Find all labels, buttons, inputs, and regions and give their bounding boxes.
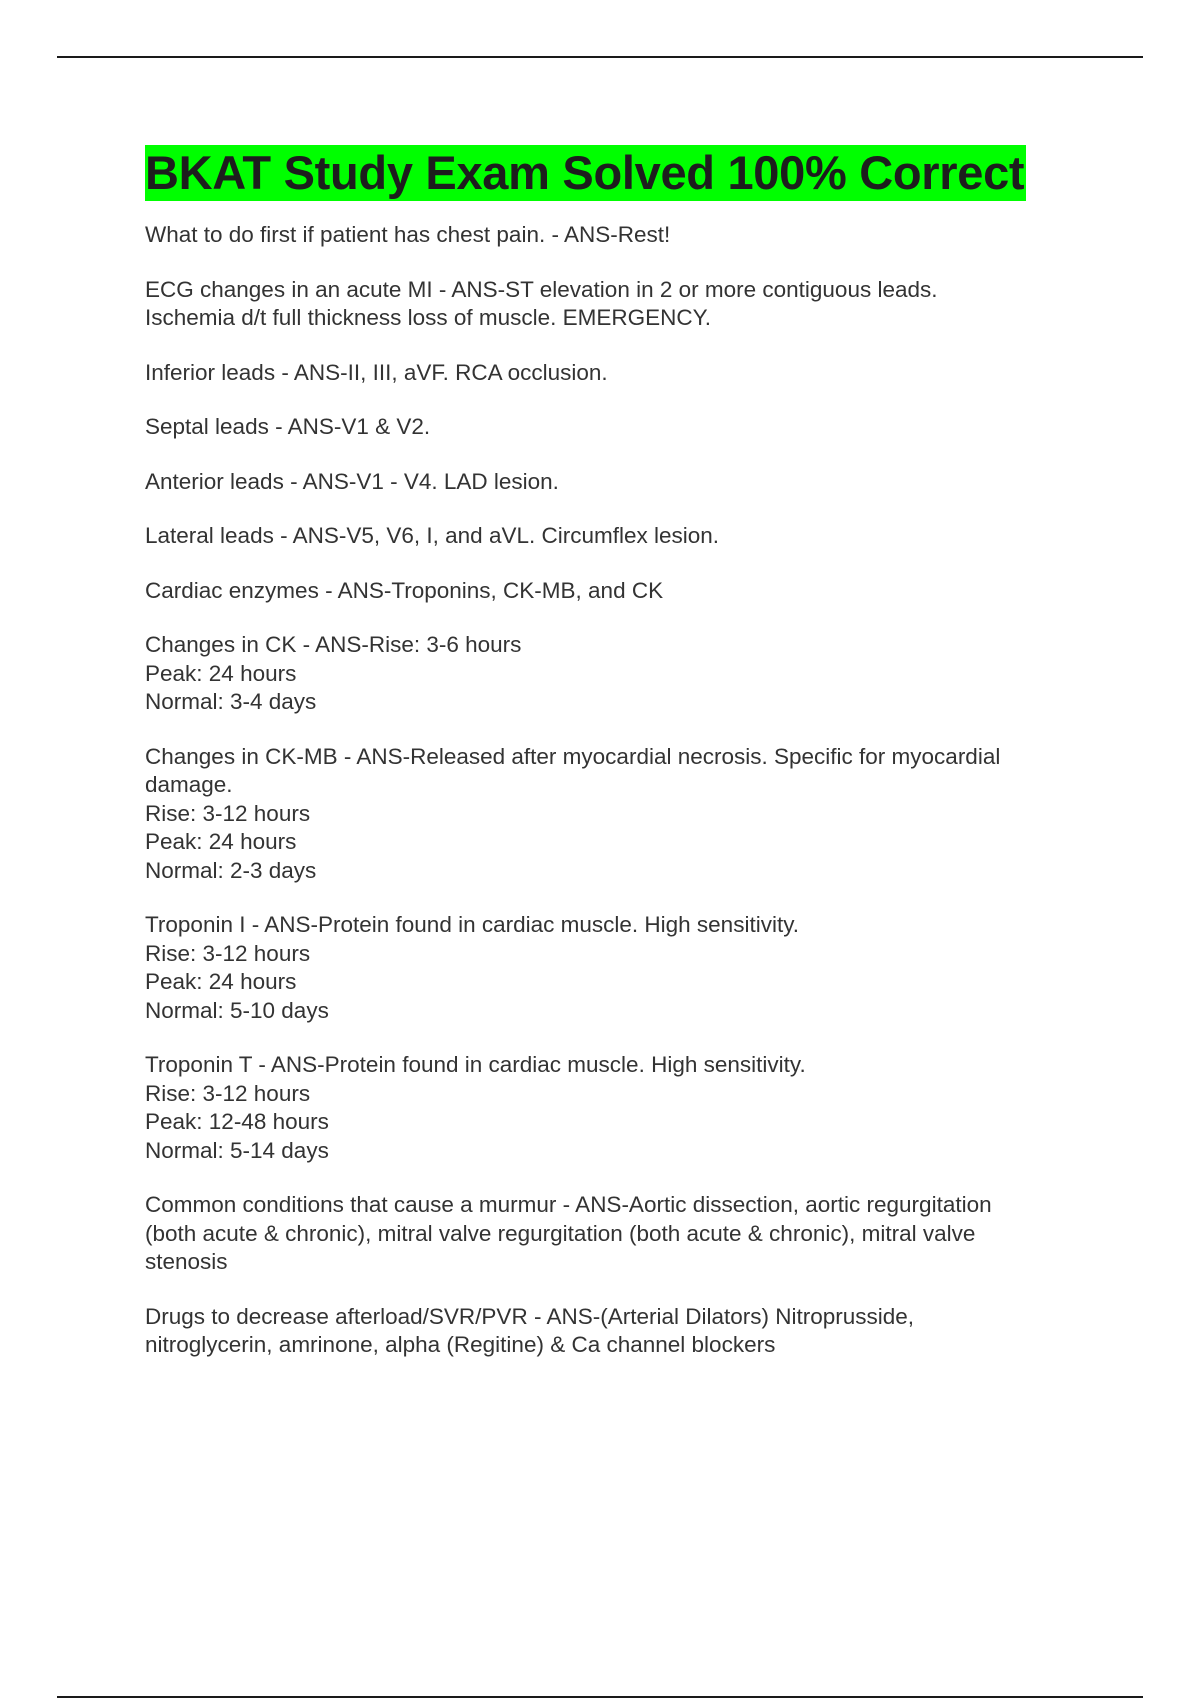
qa-item: Lateral leads - ANS-V5, V6, I, and aVL. Circumflex lesion. xyxy=(145,523,720,548)
document-title: BKAT Study Exam Solved 100% Correct xyxy=(145,146,1025,199)
qa-item: ECG changes in an acute MI - ANS-ST elevation in 2 or more contiguous leads. Ischemia d/t full thickness loss of muscle. EMERGENCY. xyxy=(145,276,938,330)
footer-rule xyxy=(57,1696,1143,1698)
document-body xyxy=(145,145,1095,1386)
qa-item: Changes in CK - ANS-Rise: 3-6 hours Peak: 24 hours Normal: 3-4 days xyxy=(145,632,522,714)
qa-item: Drugs to decrease afterload/SVR/PVR - ANS-(Arterial Dilators) Nitroprusside, nitroglycerin, amrinone, alpha (Regitine) & Ca channel blockers xyxy=(145,1303,915,1357)
qa-item: What to do first if patient has chest pain. - ANS-Rest! xyxy=(145,222,671,247)
qa-item: Inferior leads - ANS-II, III, aVF. RCA occlusion. xyxy=(145,359,608,385)
qa-item: Cardiac enzymes - ANS-Troponins, CK-MB, and CK xyxy=(145,577,664,603)
qa-item: Troponin I - ANS-Protein found in cardiac muscle. High sensitivity. Rise: 3-12 hours Peak: 24 hours Normal: 5-10 days xyxy=(145,912,800,1023)
header-rule xyxy=(57,56,1143,58)
qa-item: Anterior leads - ANS-V1 - V4. LAD lesion. xyxy=(145,468,559,494)
qa-list xyxy=(145,221,1095,1360)
qa-item: Common conditions that cause a murmur - ANS-Aortic dissection, aortic regurgitation (both acute & chronic), mitral valve regurgitation (both acute & chronic), mitral valve stenosis xyxy=(145,1192,992,1274)
qa-item: Septal leads - ANS-V1 & V2. xyxy=(145,414,431,439)
qa-item: Troponin T - ANS-Protein found in cardiac muscle. High sensitivity. Rise: 3-12 hours Peak: 12-48 hours Normal: 5-14 days xyxy=(145,1052,806,1163)
qa-item: Changes in CK-MB - ANS-Released after myocardial necrosis. Specific for myocardial damage. Rise: 3-12 hours Peak: 24 hours Normal: 2-3 days xyxy=(145,743,1001,883)
